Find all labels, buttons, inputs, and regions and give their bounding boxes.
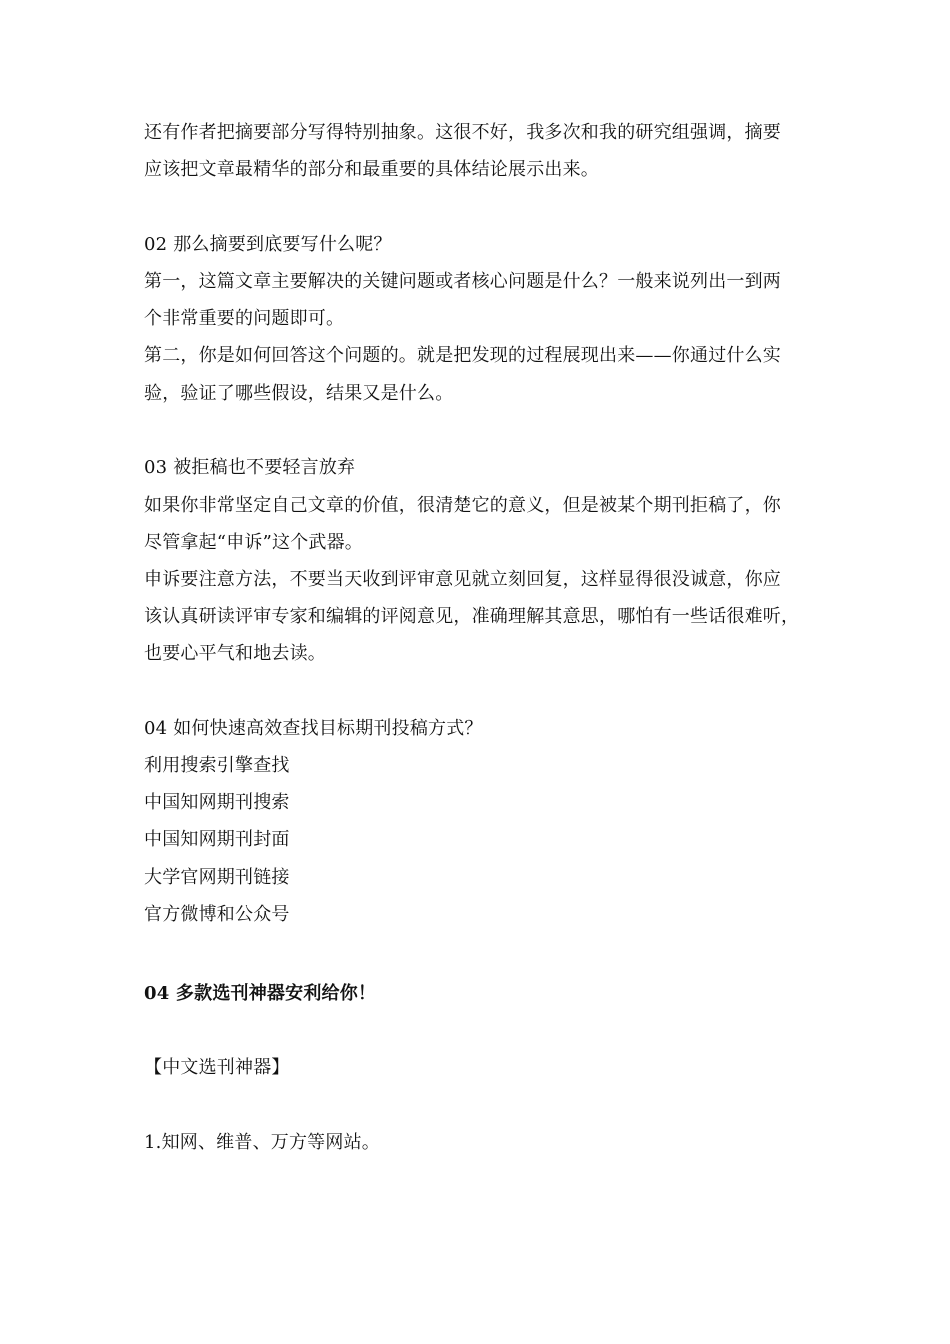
section-03-heading: 03 被拒稿也不要轻言放弃 xyxy=(144,457,356,478)
section-02-heading: 02 那么摘要到底要写什么呢？ xyxy=(144,234,392,255)
section-02-paragraph-1-line-2: 个非常重要的问题即可。 xyxy=(144,308,345,329)
section-03-paragraph-1-line-1: 如果你非常坚定自己文章的价值，很清楚它的意义，但是被某个期刊拒稿了，你 xyxy=(144,495,781,516)
list-item: 大学官网期刊链接 xyxy=(144,867,290,888)
section-03-paragraph-1-line-2: 尽管拿起“申诉”这个武器。 xyxy=(144,532,364,553)
intro-paragraph-line-1: 还有作者把摘要部分写得特别抽象。这很不好，我多次和我的研究组强调，摘要 xyxy=(144,122,781,143)
tools-heading: 04 多款选刊神器安利给你！ xyxy=(144,983,377,1004)
section-02-paragraph-2-line-2: 验，验证了哪些假设，结果又是什么。 xyxy=(144,383,454,404)
list-item: 官方微博和公众号 xyxy=(144,904,290,925)
section-03-paragraph-2-line-2: 该认真研读评审专家和编辑的评阅意见，准确理解其意思，哪怕有一些话很难听， xyxy=(144,606,800,627)
section-03-paragraph-2-line-3: 也要心平气和地去读。 xyxy=(144,643,326,664)
section-03-paragraph-2-line-1: 申诉要注意方法，不要当天收到评审意见就立刻回复，这样显得很没诚意，你应 xyxy=(144,569,781,590)
section-02-paragraph-1-line-1: 第一，这篇文章主要解决的关键问题或者核心问题是什么？一般来说列出一到两 xyxy=(144,271,781,292)
list-item: 中国知网期刊封面 xyxy=(144,829,290,850)
tools-item-1: 1.知网、维普、万方等网站。 xyxy=(144,1132,380,1153)
intro-paragraph-line-2: 应该把文章最精华的部分和最重要的具体结论展示出来。 xyxy=(144,159,599,180)
list-item: 中国知网期刊搜索 xyxy=(144,792,290,813)
tools-subheading: 【中文选刊神器】 xyxy=(144,1057,290,1078)
section-02-paragraph-2-line-1: 第二，你是如何回答这个问题的。就是把发现的过程展现出来——你通过什么实 xyxy=(144,345,781,366)
section-04-heading: 04 如何快速高效查找目标期刊投稿方式？ xyxy=(144,718,483,739)
list-item: 利用搜索引擎查找 xyxy=(144,755,290,776)
